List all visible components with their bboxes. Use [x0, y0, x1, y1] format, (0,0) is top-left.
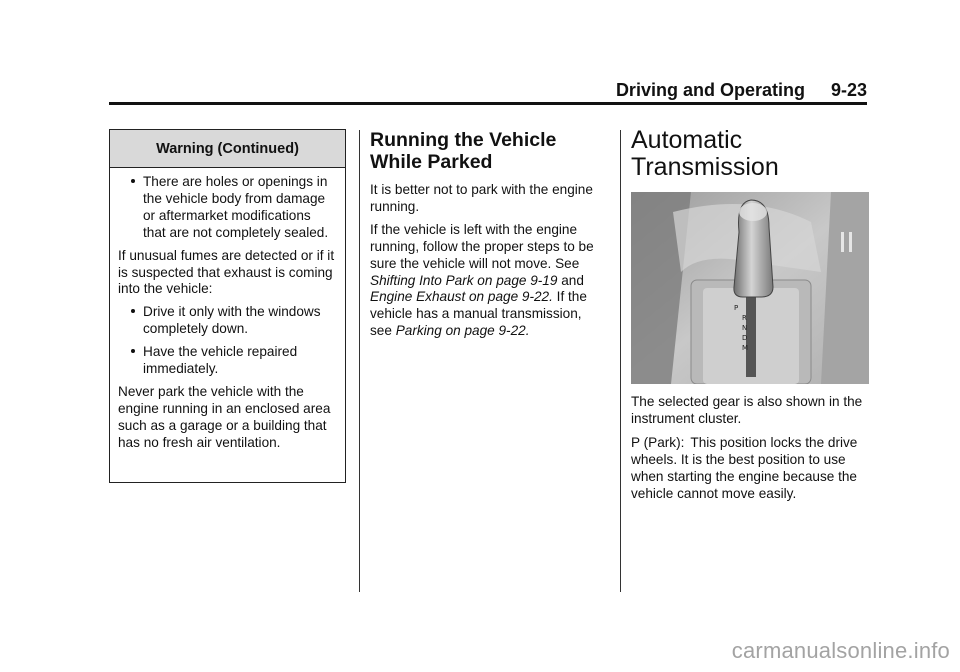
ref-engine-exhaust[interactable]: Engine Exhaust on page 9-22.: [370, 289, 553, 305]
running-section: [370, 129, 602, 346]
gear-label-d: D: [742, 334, 748, 342]
running-text-a: If the vehicle is left with the engine running, follow the proper steps to be sure the vehicle will not move. See: [370, 221, 594, 271]
warning-bullet-3: Have the vehicle repaired immediately.: [118, 344, 337, 378]
gear-shifter-figure: [631, 192, 869, 384]
running-heading: Running the Vehicle While Parked: [370, 129, 557, 173]
automatic-section: [631, 127, 869, 509]
warning-title: Warning (Continued): [110, 130, 345, 168]
running-text-b: and: [557, 272, 584, 288]
column-divider-2: [620, 130, 621, 592]
warning-body: [110, 168, 345, 452]
running-paragraph-2: [370, 222, 602, 340]
page-header: [109, 80, 867, 102]
ref-shifting-into-park[interactable]: Shifting Into Park on page 9-19: [370, 272, 558, 288]
section-title: Driving and Operating: [615, 80, 805, 100]
automatic-paragraph-1: The selected gear is also shown in the instrument cluster.: [631, 394, 863, 426]
park-paragraph: [631, 435, 869, 503]
warning-box: [109, 129, 346, 483]
warning-paragraph-2: Never park the vehicle with the engine running in an enclosed area such as a garage or a building that has no fresh air ventilation.: [118, 383, 331, 450]
automatic-heading: Automatic Transmission: [631, 126, 779, 181]
ref-parking[interactable]: Parking on page 9-22.: [395, 323, 530, 339]
header-rule: [109, 102, 867, 105]
warning-paragraph-1: If unusual fumes are detected or if it is suspected that exhaust is coming into the vehicle:: [118, 247, 335, 297]
gear-label-m: M: [742, 344, 749, 352]
header-text: [616, 80, 867, 101]
gear-label-n: N: [742, 324, 748, 332]
running-text-c: If the vehicle has a manual transmission, see: [370, 289, 587, 339]
park-term: P (Park):: [631, 434, 685, 450]
watermark: carmanualsonline.info: [731, 638, 950, 663]
gear-label-r: R: [742, 314, 747, 322]
park-text: This position locks the drive wheels. It is the best position to use when starting the engine because the vehicle cannot move easily.: [631, 434, 858, 501]
column-divider-1: [359, 130, 360, 592]
gear-label-p: P: [734, 304, 739, 312]
running-paragraph-1: It is better not to park with the engine running.: [370, 182, 593, 214]
warning-bullet-2: Drive it only with the windows completely down.: [118, 304, 337, 338]
warning-bullet-1: There are holes or openings in the vehicle body from damage or aftermarket modifications that are not completely sealed.: [118, 174, 337, 242]
page-number: 9-23: [830, 80, 867, 100]
